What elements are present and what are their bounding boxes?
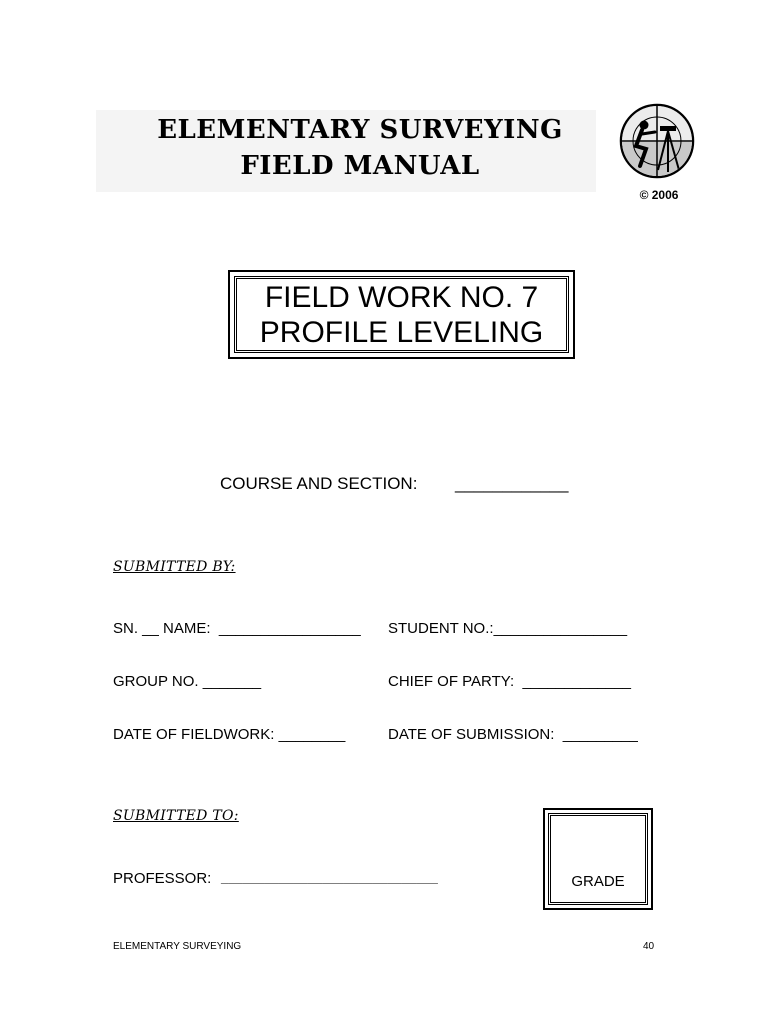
grade-box [543, 808, 653, 910]
surveyor-logo-icon [618, 102, 696, 180]
footer-title: ELEMENTARY SURVEYING [113, 941, 242, 952]
manual-title [96, 112, 624, 184]
professor-label: PROFESSOR: [113, 870, 212, 887]
date-of-submission-field[interactable]: DATE OF SUBMISSION: _________ [388, 726, 638, 743]
submitted-to-heading: SUBMITTED TO: [113, 808, 239, 824]
fieldwork-name: PROFILE LEVELING [259, 315, 544, 349]
manual-title-line2: FIELD MANUAL [240, 151, 480, 181]
student-no-field[interactable]: STUDENT NO.:________________ [388, 620, 628, 637]
manual-title-line1: ELEMENTARY SURVEYING [157, 115, 563, 145]
chief-of-party-field[interactable]: CHIEF OF PARTY: _____________ [388, 673, 631, 690]
submitted-by-heading: SUBMITTED BY: [113, 559, 236, 575]
group-no-field[interactable]: GROUP NO. _______ [113, 673, 262, 690]
grade-label: GRADE [571, 873, 625, 890]
fieldwork-title-box [228, 270, 575, 359]
fieldwork-title-inner-frame [234, 276, 569, 353]
professor-field[interactable]: ______________________________ [221, 870, 438, 885]
course-section-field[interactable]: ____________ [455, 474, 569, 493]
fieldwork-number: FIELD WORK NO. 7 [264, 280, 539, 314]
sn-name-field[interactable]: SN. __ NAME: _________________ [113, 620, 361, 637]
grade-inner-frame [548, 813, 648, 905]
page-number: 40 [643, 941, 655, 952]
date-of-fieldwork-field[interactable]: DATE OF FIELDWORK: ________ [113, 726, 346, 743]
copyright-text: © 2006 [639, 188, 679, 202]
course-section-label: COURSE AND SECTION: [220, 474, 418, 493]
